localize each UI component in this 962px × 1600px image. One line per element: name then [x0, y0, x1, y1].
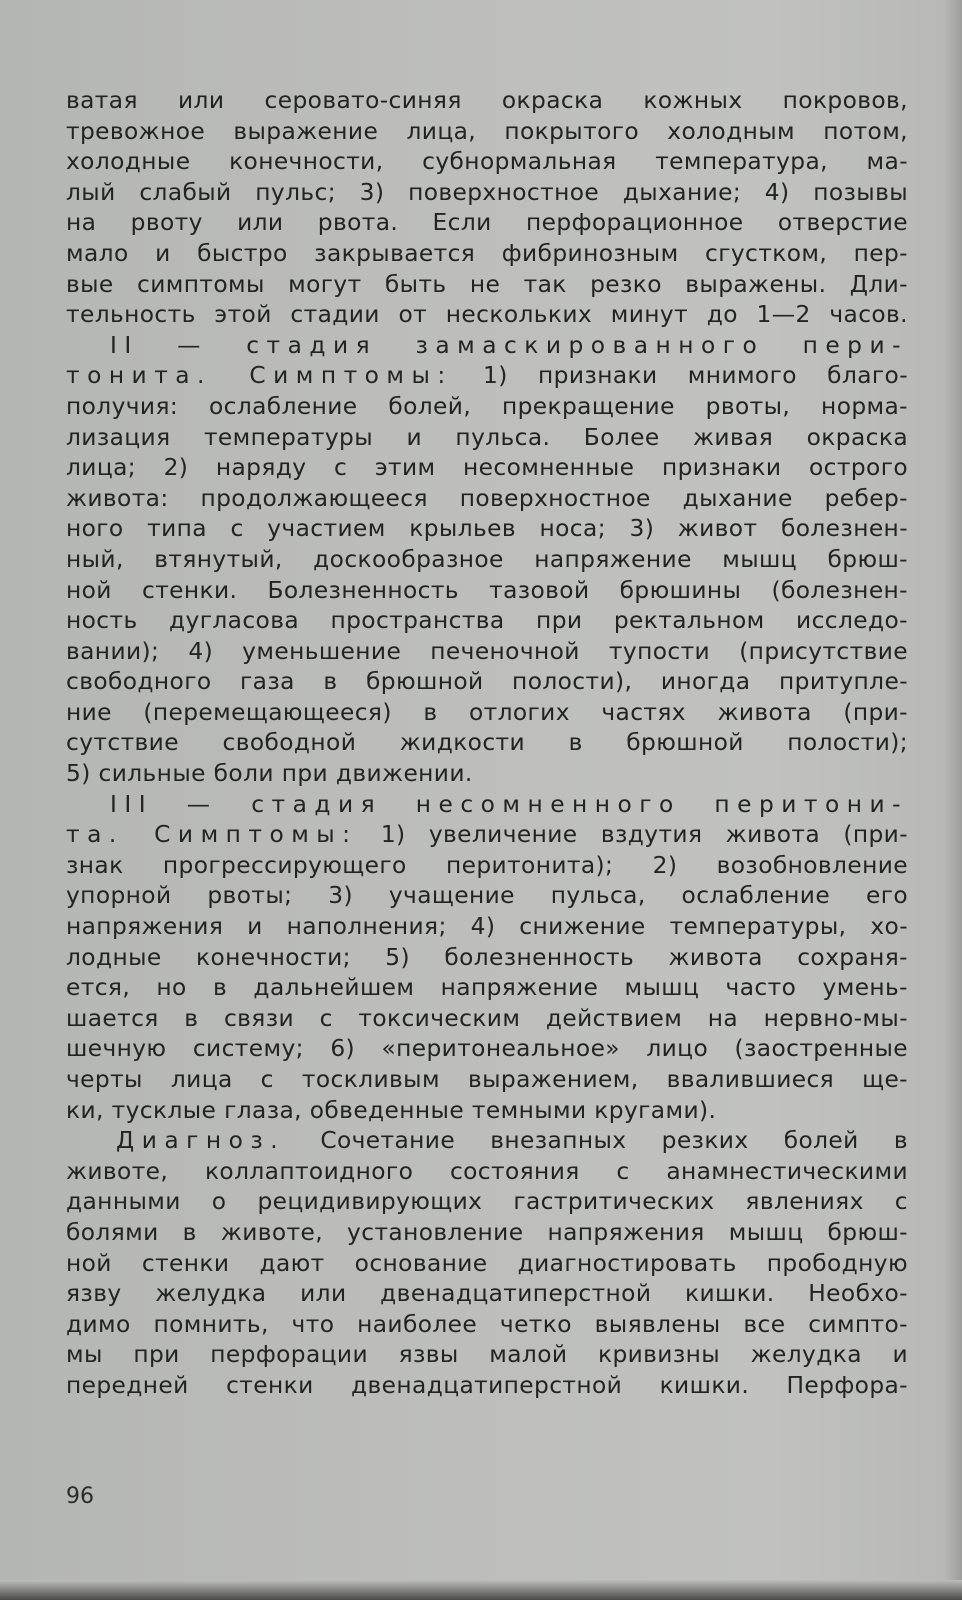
text-line: сутствие свободной жидкости в брюшной полости);: [66, 729, 908, 757]
text-line: упорной рвоты; 3) учащение пульса, ослабление его: [66, 882, 908, 910]
text-line: свободного газа в брюшной полости), иногда притупле-: [66, 668, 908, 696]
text-line: [66, 361, 908, 392]
page-bottom-edge: [0, 1580, 962, 1600]
text-line: ватая или серовато-синяя окраска кожных покровов,: [66, 87, 908, 114]
text-line: ки, тусклые глаза, обведенные темными кругами).: [66, 1096, 717, 1124]
text-line: вые симптомы могут быть не так резко выражены. Дли-: [66, 270, 908, 298]
text-line: ной стенки дают основание диагностировать прободную: [66, 1249, 908, 1277]
page-number: 96: [66, 1484, 94, 1509]
page-edge-shadow: [944, 0, 962, 1600]
text-fragment: 1) признаки мнимого благо-: [483, 362, 908, 390]
body-text: [66, 86, 908, 1402]
text-line: ние (перемещающееся) в отлогих частях живота (при-: [66, 698, 908, 726]
text-line: ный, втянутый, доскообразное напряжение мышц брюш-: [66, 545, 908, 573]
text-line: ной стенки. Болезненность тазовой брюшины (болезнен-: [66, 576, 908, 604]
diagnosis-heading: Диагноз.: [116, 1127, 286, 1155]
text-line: передней стенки двенадцатиперстной кишки. Перфора-: [66, 1371, 908, 1399]
text-line: [66, 1126, 908, 1157]
text-line: язву желудка или двенадцатиперстной кишки. Необхо-: [66, 1280, 908, 1308]
text-line: животе, коллаптоидного состояния с анамнестическими: [66, 1157, 908, 1185]
text-line: мы при перфорации язвы малой кривизны желудка и: [66, 1341, 908, 1369]
text-fragment: 1) увеличение вздутия живота (при-: [380, 821, 908, 849]
text-line: мало и быстро закрывается фибринозным сгустком, пер-: [66, 239, 908, 267]
text-line: получия: ослабление болей, прекращение рвоты, норма-: [66, 392, 908, 420]
text-line: на рвоту или рвота. Если перфорационное отверстие: [66, 209, 908, 237]
stage-3-heading: III — стадия несомненного перитони-: [110, 790, 908, 818]
stage-2-heading: II — стадия замаскированного пери-: [110, 331, 908, 359]
text-line: ного типа с участием крыльев носа; 3) живот болезнен-: [66, 515, 908, 543]
text-line: шечную систему; 6) «перитонеальное» лицо (заостренные: [66, 1035, 908, 1063]
text-line: вании); 4) уменьшение печеночной тупости (присутствие: [66, 637, 908, 665]
text-line: знак прогрессирующего перитонита); 2) возобновление: [66, 851, 908, 879]
text-line: димо помнить, что наиболее четко выявлены все симпто-: [66, 1310, 908, 1338]
text-line: [66, 820, 908, 851]
text-line: 5) сильные боли при движении.: [66, 760, 473, 788]
text-line: болями в животе, установление напряжения мышц брюш-: [66, 1218, 908, 1246]
text-line: напряжения и наполнения; 4) снижение температуры, хо-: [66, 913, 908, 941]
stage-3-symptoms-label: та. Симптомы:: [66, 821, 358, 849]
text-line: холодные конечности, субнормальная температура, ма-: [66, 148, 908, 176]
text-line: черты лица с тоскливым выражением, ввалившиеся ще-: [66, 1066, 908, 1093]
text-line: данными о рецидивирующих гастритических явлениях с: [66, 1188, 908, 1216]
text-line: ется, но в дальнейшем напряжение мышц часто умень-: [66, 974, 908, 1002]
stage-2-symptoms-label: тонита. Симптомы:: [66, 362, 453, 390]
text-line: тревожное выражение лица, покрытого холодным потом,: [66, 117, 908, 145]
text-fragment: Сочетание внезапных резких болей в: [320, 1127, 908, 1155]
text-line: ность дугласова пространства при ректальном исследо-: [66, 607, 908, 635]
text-line: лодные конечности; 5) болезненность живота сохраня-: [66, 943, 908, 971]
text-line: живота: продолжающееся поверхностное дыхание ребер-: [66, 484, 908, 512]
text-line: лица; 2) наряду с этим несомненные признаки острого: [66, 454, 908, 482]
text-line: лизация температуры и пульса. Более живая окраска: [66, 423, 908, 451]
text-line: лый слабый пульс; 3) поверхностное дыхание; 4) позывы: [66, 178, 908, 206]
text-line: тельность этой стадии от нескольких минут до 1—2 часов.: [66, 301, 908, 329]
text-line: шается в связи с токсическим действием на нервно-мы-: [66, 1004, 908, 1032]
